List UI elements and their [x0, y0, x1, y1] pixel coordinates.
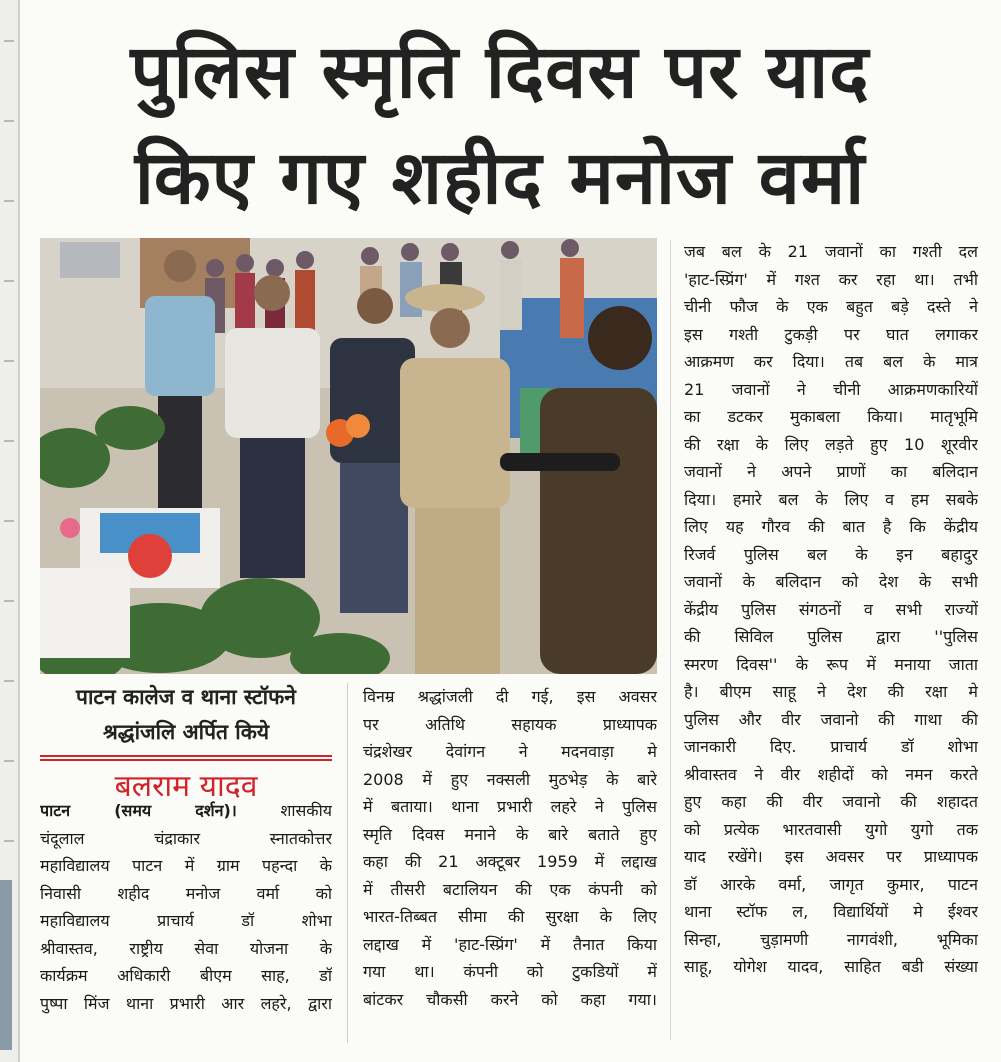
news-photo — [40, 238, 657, 674]
article-line: महाविद्यालय प्राचार्य डॉ शोभा — [40, 911, 332, 930]
article-line: चंद्रशेखर देवांगन ने मदनवाड़ा मे — [363, 742, 657, 761]
adjacent-page-photo-fragment — [0, 880, 12, 1050]
byline-rule-top — [40, 755, 332, 757]
article-line: कहा की 21 अक्टूबर 1959 में लद्दाख — [363, 852, 657, 871]
column-divider — [670, 240, 671, 1040]
article-line: लद्दाख में 'हाट-स्प्रिंग' में तैनात किया — [363, 934, 657, 954]
article-line: चीनी फौज के एक बहुत बड़े दस्ते ने — [684, 297, 978, 316]
article-line: स्मरण दिवस'' के रूप में मनाया जाता — [684, 654, 978, 674]
article-line: श्रीवास्तव, राष्ट्रीय सेवा योजना के — [40, 938, 332, 958]
article-line: महाविद्यालय पाटन में ग्राम पहन्दा के — [40, 856, 332, 875]
column-divider — [347, 683, 348, 1043]
article-line: पाटन (समय दर्शन)। शासकीय — [40, 801, 332, 820]
headline-line-2: किए गए शहीद मनोज वर्मा — [134, 135, 866, 221]
article-line: बांटकर चौकसी करने को कहा गया। — [363, 989, 657, 1009]
subheading-line-2: श्रद्धांजलि अर्पित किये — [102, 720, 270, 744]
byline: बलराम यादव — [114, 769, 258, 804]
article-line: की सिविल पुलिस द्वारा ''पुलिस — [684, 627, 978, 646]
page-edge-strip — [0, 0, 20, 1062]
article-line: जवानों के बलिदान को देश के सभी — [684, 572, 978, 591]
article-line: चंदूलाल चंद्राकार स्नातकोत्तर — [40, 828, 332, 848]
article-line: हुए कहा की वीर जवानो की शहादत — [684, 792, 978, 811]
article-line: में बताया। थाना प्रभारी लहरे ने पुलिस — [363, 797, 657, 816]
article-column-1 — [40, 797, 332, 1017]
article-column-2 — [363, 683, 657, 1013]
article-line: इस गश्ती टुकड़ी पर घात लगाकर — [684, 324, 978, 344]
article-column-3 — [684, 238, 978, 981]
article-line: सिन्हा, चुड़ामणी नागवंशी, भूमिका — [684, 929, 978, 949]
article-line: 21 जवानों ने चीनी आक्रमणकारियों — [684, 379, 978, 399]
article-line: भारत-तिब्बत सीमा की सुरक्षा के लिए — [363, 907, 657, 926]
article-line: निवासी शहीद मनोज वर्मा को — [40, 883, 332, 903]
article-line: विनम्र श्रद्धांजली दी गई, इस अवसर — [363, 687, 657, 706]
article-line: कार्यक्रम अधिकारी बीएम साह, डॉ — [40, 966, 332, 985]
article-line: जानकारी दिए. प्राचार्य डॉ शोभा — [684, 737, 978, 756]
article-line: जवानों ने अपने प्राणों का बलिदान — [684, 462, 978, 481]
article-line: गया था। कंपनी को टुकडियों में — [363, 962, 657, 981]
article-line: का डटकर मुकाबला किया। मातृभूमि — [684, 407, 978, 426]
article-line: पर अतिथि सहायक प्राध्यापक — [363, 714, 657, 734]
dateline: पाटन (समय दर्शन)। — [40, 801, 237, 820]
article-line: जब बल के 21 जवानों का गश्ती दल — [684, 242, 978, 261]
article-line: में तीसरी बटालियन की एक कंपनी को — [363, 879, 657, 899]
article-line: पुष्पा मिंज थाना प्रभारी आर लहरे, द्वारा — [40, 993, 332, 1013]
article-line: लिए यह गौरव की बात है कि केंद्रीय — [684, 517, 978, 536]
article-line: श्रीवास्तव ने वीर शहीदों को नमन करते — [684, 764, 978, 784]
article-line: आक्रमण कर दिया। तब बल के मात्र — [684, 352, 978, 371]
article-line: 'हाट-स्प्रिंग' में गश्त कर रहा था। तभी — [684, 269, 978, 289]
article-line: केंद्रीय पुलिस संगठनों व सभी राज्यों — [684, 599, 978, 619]
article-line: है। बीएम साहू ने देश की रक्षा मे — [684, 682, 978, 701]
article-line: स्मृति दिवस मनाने के बारे बताते हुए — [363, 824, 657, 844]
news-photo-icon — [40, 238, 657, 674]
article-line: को प्रत्येक भारतवासी युगो युगो तक — [684, 819, 978, 839]
article-line: साहू, योगेश यादव, साहित बडी संख्या — [684, 957, 978, 976]
article-line: दिया। हमारे बल के लिए व हम सबके — [684, 489, 978, 509]
article-line: रिजर्व पुलिस बल के इन बहादुर — [684, 544, 978, 564]
byline-rule-bottom — [40, 759, 332, 761]
article-line: याद रखेंगे। इस अवसर पर प्राध्यापक — [684, 847, 978, 866]
article-line: की रक्षा के लिए लड़ते हुए 10 शूरवीर — [684, 434, 978, 454]
article-line: 2008 में हुए नक्सली मुठभेड़ के बारे — [363, 769, 657, 789]
headline-line-1: पुलिस स्मृति दिवस पर याद — [130, 29, 870, 115]
article-line: डॉ आरके वर्मा, जागृत कुमार, पाटन — [684, 874, 978, 894]
article-line: थाना स्टॉफ ल, विद्यार्थियों मे ईश्वर — [684, 902, 978, 921]
article-line: पुलिस और वीर जवानो की गाथा की — [684, 709, 978, 729]
subheading-line-1: पाटन कालेज व थाना स्टॉफने — [76, 685, 296, 709]
